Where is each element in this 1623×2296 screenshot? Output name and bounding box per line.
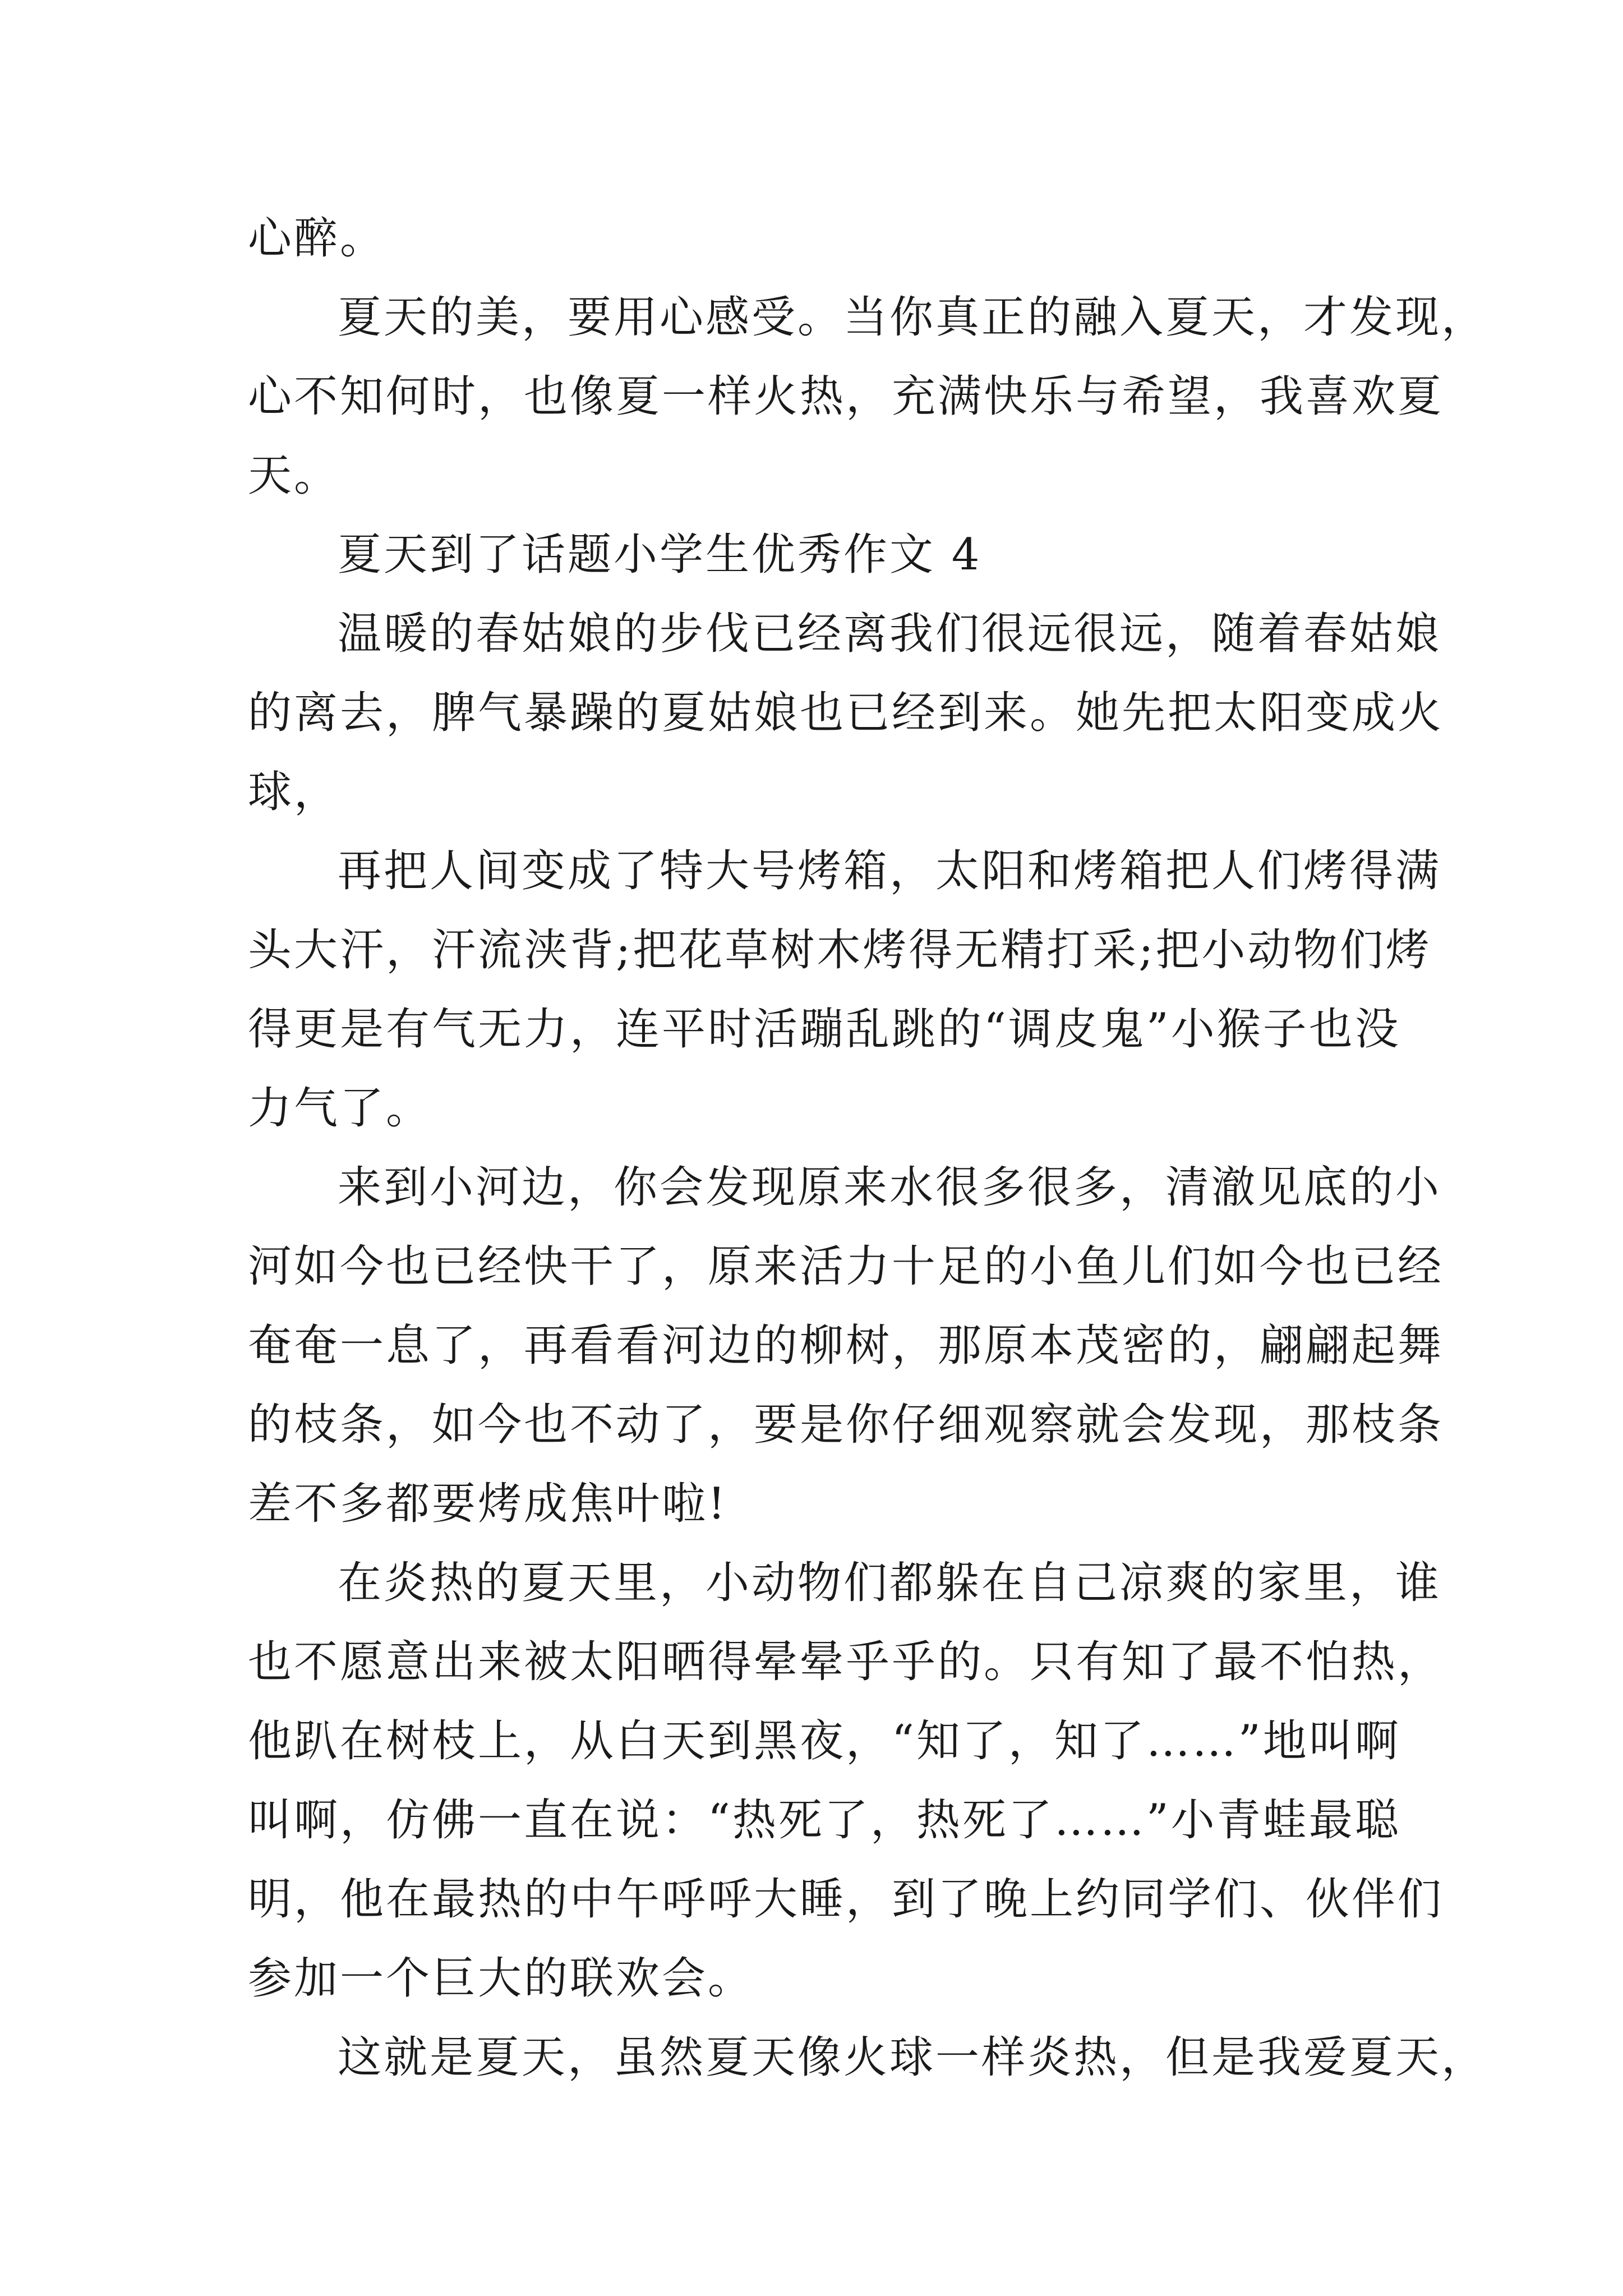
text-line: 河如今也已经快干了，原来活力十足的小鱼儿们如今也已经 [248,1241,1444,1292]
paragraph [248,1544,1444,2018]
text-line: 这就是夏天，虽然夏天像火球一样炎热，但是我爱夏天， [338,2032,1488,2083]
text-line: 夏天到了话题小学生优秀作文 4 [338,530,982,580]
paragraph [248,278,1488,516]
paragraph [248,199,1392,278]
text-line: 他趴在树枝上，从白天到黑夜，“知了，知了……”地叫啊 [248,1716,1401,1766]
essay-body [248,199,1488,2097]
paragraph [248,1148,1444,1544]
text-line: 叫啊，仿佛一直在说：“热死了，热死了……”小青蛙最聪 [248,1795,1401,1846]
text-line: 在炎热的夏天里，小动物们都躲在自己凉爽的家里，谁 [338,1558,1442,1608]
text-line: 温暖的春姑娘的步伐已经离我们很远很远，随着春姑娘 [338,609,1442,659]
text-line: 心不知何时，也像夏一样火热，充满快乐与希望，我喜欢夏 [248,371,1444,422]
paragraph [248,595,1444,832]
text-line: 明，他在最热的中午呼呼大睡，到了晚上约同学们、伙伴们 [248,1874,1444,1925]
text-line: 天。 [248,450,340,501]
text-line: 夏天的美，要用心感受。当你真正的融入夏天，才发现， [338,292,1488,343]
paragraph [248,516,1392,595]
text-line: 力气了。 [248,1083,432,1134]
text-line: 差不多都要烤成焦叶啦! [248,1479,728,1529]
text-line: 再把人间变成了特大号烤箱，太阳和烤箱把人们烤得满 [338,846,1442,896]
text-line: 参加一个巨大的联欢会。 [248,1953,754,2004]
text-line: 奄奄一息了，再看看河边的柳树，那原本茂密的，翩翩起舞 [248,1320,1444,1371]
text-line: 的离去，脾气暴躁的夏姑娘也已经到来。她先把太阳变成火 [248,688,1444,738]
paragraph [248,2018,1488,2097]
text-line: 得更是有气无力，连平时活蹦乱跳的“调皮鬼”小猴子也没 [248,1004,1401,1055]
paragraph [248,832,1442,1148]
text-line: 也不愿意出来被太阳晒得晕晕乎乎的。只有知了最不怕热， [248,1637,1444,1687]
text-line: 头大汗，汗流浃背;把花草树木烤得无精打采;把小动物们烤 [248,925,1432,976]
text-line: 来到小河边，你会发现原来水很多很多，清澈见底的小 [338,1162,1442,1213]
text-line: 心醉。 [248,213,386,264]
text-line: 的枝条，如今也不动了，要是你仔细观察就会发现，那枝条 [248,1400,1444,1450]
text-line: 球， [248,767,340,817]
